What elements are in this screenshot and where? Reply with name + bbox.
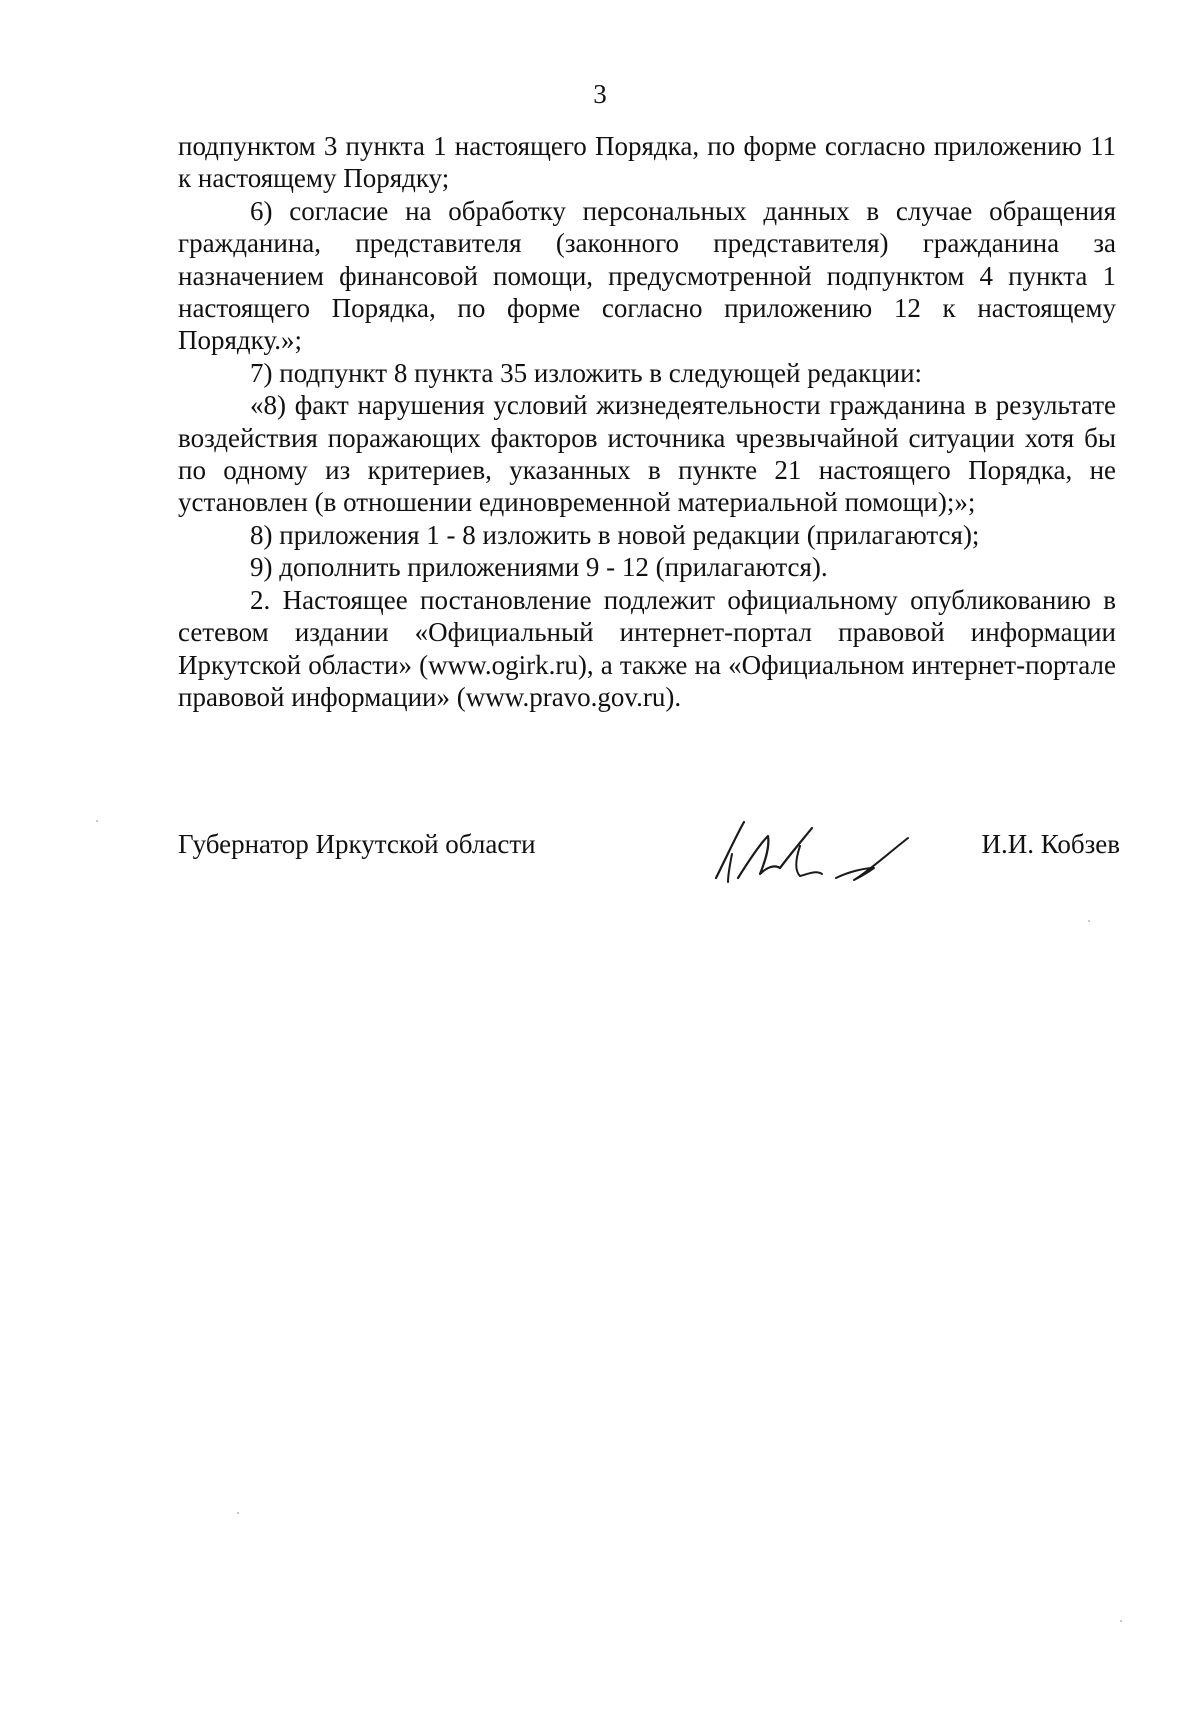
paragraph-item-6: 6) согласие на обработку персональных данных в случае обращения гражданина, представителя (законного представителя) гражданина за назначением финансовой помощи, предусмотренной подпунктом 4 пункта 1 настоящего Порядка, по форме согласно приложению 12 к настоящему Порядку.»; xyxy=(178,195,1116,356)
scan-speck xyxy=(1088,920,1090,922)
signatory-title: Губернатор Иркутской области xyxy=(178,829,536,859)
paragraph-continuation: подпунктом 3 пункта 1 настоящего Порядка, по форме согласно приложению 11 к настоящему Порядку; xyxy=(178,131,1116,194)
paragraph-quoted-item-8: «8) факт нарушения условий жизнедеятельности гражданина в результате воздействия поражающих факторов источника чрезвычайной ситуации хотя бы по одному из критериев, указанных в пункте 21 настоящего Порядка, не установлен (в отношении единовременной материальной помощи);»; xyxy=(178,390,1116,518)
paragraph-item-7: 7) подпункт 8 пункта 35 изложить в следующей редакции: xyxy=(250,357,923,388)
paragraph-item-8: 8) приложения 1 - 8 изложить в новой редакции (прилагаются); xyxy=(250,519,980,550)
page-number: 3 xyxy=(593,79,607,109)
scan-speck xyxy=(96,820,98,822)
paragraph-clause-2: 2. Настоящее постановление подлежит официальному опубликованию в сетевом издании «Официальный интернет-портал правовой информации Иркутской области» (www.ogirk.ru), а также на «Официальном интернет-портале правовой информации» (www.pravo.gov.ru). xyxy=(178,584,1116,712)
paragraph-item-9: 9) дополнить приложениями 9 - 12 (прилагаются). xyxy=(250,552,828,583)
scan-speck xyxy=(237,1512,239,1514)
signatory-name: И.И. Кобзев xyxy=(981,829,1120,859)
document-body xyxy=(178,130,1116,713)
handwritten-signature xyxy=(708,812,918,892)
scan-speck xyxy=(1120,1620,1122,1622)
signature-block xyxy=(178,820,1120,900)
